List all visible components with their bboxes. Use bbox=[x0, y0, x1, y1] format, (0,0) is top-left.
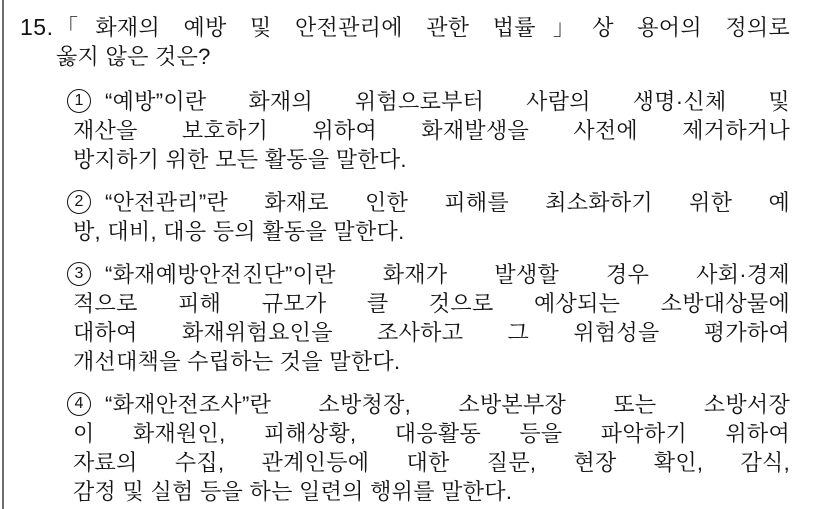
question-text-line-2: 옳지 않은 것은? bbox=[56, 44, 211, 69]
option-3-line-4: 개선대책을 수립하는 것을 말한다. bbox=[73, 349, 401, 374]
option-3-line-1: “화재예방안전진단”이란 화재가 발생할 경우 사회·경제 bbox=[105, 262, 790, 287]
option-1-digit: 1 bbox=[74, 92, 84, 109]
option-1-line-1: “예방”이란 화재의 위험으로부터 사람의 생명·신체 및 bbox=[105, 89, 790, 114]
option-4-line-1: “화재안전조사”란 소방청장, 소방본부장 또는 소방서장 bbox=[105, 392, 790, 417]
question-text-line-1: 「화재의 예방 및 안전관리에 관한 법률」상 용어의 정의로 bbox=[56, 15, 790, 40]
option-3-line-3: 대하여 화재위험요인을 조사하고 그 위험성을 평가하여 bbox=[73, 320, 790, 345]
circled-number-3-icon bbox=[67, 262, 91, 286]
circled-number-2-icon bbox=[67, 190, 91, 214]
answer-option-4 bbox=[73, 390, 790, 506]
circled-number-4-icon bbox=[67, 392, 91, 416]
option-2-line-1: “안전관리”란 화재로 인한 피해를 최소화하기 위한 예 bbox=[105, 190, 790, 215]
column-divider-line bbox=[2, 0, 4, 509]
option-1-line-2: 재산을 보호하기 위하여 화재발생을 사전에 제거하거나 bbox=[73, 118, 790, 143]
answer-option-2 bbox=[73, 188, 790, 246]
answer-option-3 bbox=[73, 260, 790, 376]
option-4-line-4: 감정 및 실험 등을 하는 일련의 행위를 말한다. bbox=[73, 479, 513, 504]
option-4-line-2: 이 화재원인, 피해상황, 대응활동 등을 파악하기 위하여 bbox=[73, 421, 790, 446]
option-1-line-3: 방지하기 위한 모든 활동을 말한다. bbox=[73, 147, 407, 172]
option-4-digit: 4 bbox=[74, 395, 84, 412]
circled-number-1-icon bbox=[67, 89, 91, 113]
option-4-line-3: 자료의 수집, 관계인등에 대한 질문, 현장 확인, 감식, bbox=[73, 450, 790, 475]
answer-option-1 bbox=[73, 87, 790, 174]
option-2-digit: 2 bbox=[74, 193, 84, 210]
question-block bbox=[20, 13, 790, 71]
question-number: 15. bbox=[20, 14, 54, 40]
option-3-line-2: 적으로 피해 규모가 클 것으로 예상되는 소방대상물에 bbox=[73, 291, 790, 316]
option-3-digit: 3 bbox=[74, 265, 84, 282]
option-2-line-2: 방, 대비, 대응 등의 활동을 말한다. bbox=[73, 219, 405, 244]
